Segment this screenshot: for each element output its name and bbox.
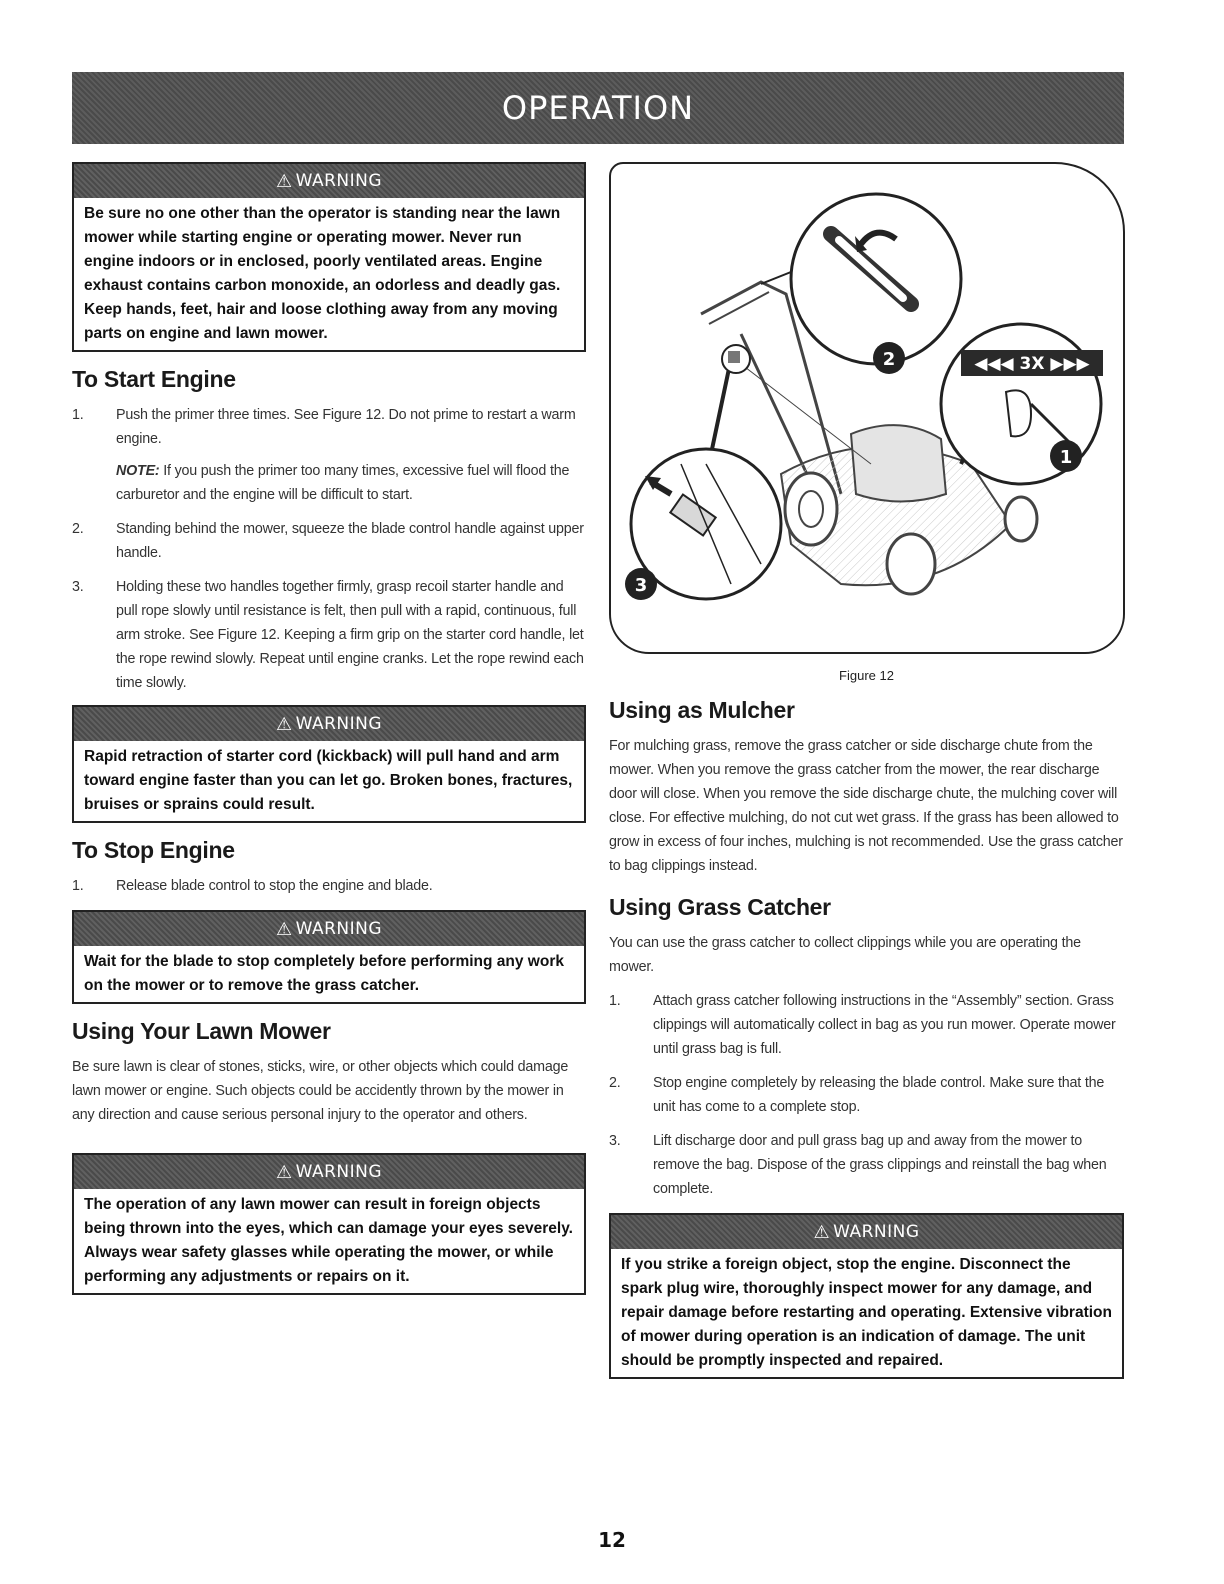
warning-box-operator [72, 162, 586, 352]
warning-box-blade [72, 910, 586, 1004]
callout-3: 3 [634, 575, 648, 596]
grass-catcher-intro: You can use the grass catcher to collect clippings while you are operating the mower. [609, 935, 1081, 975]
warning-triangle-icon: ⚠ [275, 170, 293, 192]
warning-text: If you strike a foreign object, stop the engine. Disconnect the spark plug wire, thoroughly inspect mower for any damage, and repair damage before restarting and operating. Extensive vibration of mower during operation is an indication of damage. The unit should be promptly inspected and repaired. [621, 1256, 1112, 1369]
list-item [72, 575, 586, 695]
right-column [609, 162, 1124, 1379]
step-text: Standing behind the mower, squeeze the blade control handle against upper handle. [116, 521, 584, 561]
start-engine-heading: To Start Engine [72, 366, 236, 392]
left-column [72, 162, 586, 1295]
warning-triangle-icon: ⚠ [275, 918, 293, 940]
step-text: Push the primer three times. See Figure 12. Do not prime to restart a warm engine. [116, 407, 576, 447]
mower-engine [851, 425, 946, 501]
warning-header [74, 912, 584, 946]
warning-text: Rapid retraction of starter cord (kickback) will pull hand and arm toward engine faster than you can let go. Broken bones, fractures, bruises or sprains could result. [84, 748, 573, 813]
list-item [609, 1071, 1124, 1119]
warning-triangle-icon: ⚠ [275, 1161, 293, 1183]
warning-header [74, 707, 584, 741]
note-text: If you push the primer too many times, excessive fuel will flood the carburetor and the engine will be difficult to start. [116, 463, 570, 503]
page-number: 12 [598, 1528, 626, 1552]
lawn-mower-diagram [611, 164, 1123, 652]
warning-header [74, 1155, 584, 1189]
warning-label: WARNING [295, 714, 383, 734]
mulcher-text: For mulching grass, remove the grass catcher or side discharge chute from the mower. When you remove the grass catcher from the mower, the rear discharge door will close. When you remove the side discharge chute, the mulching cover will close. For effective mulching, do not cut wet grass. If the grass has been allowed to grow in excess of four inches, mulching is not recommended. Use the grass catcher to bag clippings instead. [609, 738, 1123, 874]
list-item [609, 1129, 1124, 1201]
step-number: 1. [72, 878, 84, 894]
warning-header [74, 164, 584, 198]
start-engine-steps [72, 403, 586, 695]
callout-2: 2 [882, 349, 896, 370]
mulcher-heading: Using as Mulcher [609, 697, 795, 723]
warning-label: WARNING [833, 1222, 920, 1242]
section-title: OPERATION [501, 89, 695, 127]
primer-press-label: ◀◀◀ 3X ▶▶▶ [974, 354, 1090, 374]
grass-catcher-heading: Using Grass Catcher [609, 894, 831, 920]
using-mower-text: Be sure lawn is clear of stones, sticks, wire, or other objects which could damage lawn mower or engine. Such objects could be accidently thrown by the mower in any direction and cause serious personal injury to the operator and others. [72, 1059, 569, 1123]
step-number: 3. [72, 579, 84, 595]
warning-box-foreign-object [609, 1213, 1124, 1379]
wheel [1005, 497, 1037, 541]
warning-triangle-icon: ⚠ [813, 1221, 831, 1243]
warning-text: Wait for the blade to stop completely before performing any work on the mower or to remove the grass catcher. [84, 953, 564, 994]
warning-text: Be sure no one other than the operator is standing near the lawn mower while starting engine or operating mower. Never run engine indoors or in enclosed, poorly ventilated areas. Engine exhaust contains carbon monoxide, an odorless and deadly gas. Keep hands, feet, hair and loose clothing away from any moving parts on engine and lawn mower. [84, 205, 561, 342]
step-text: Release blade control to stop the engine and blade. [116, 878, 433, 894]
warning-label: WARNING [295, 1162, 383, 1182]
step-text: Lift discharge door and pull grass bag up and away from the mower to remove the bag. Dispose of the grass clippings and reinstall the bag when complete. [653, 1133, 1107, 1197]
stop-engine-heading: To Stop Engine [72, 837, 235, 863]
warning-label: WARNING [295, 919, 383, 939]
figure-12-illustration [609, 162, 1125, 654]
warning-text: The operation of any lawn mower can result in foreign objects being thrown into the eyes, which can damage your eyes severely. Always wear safety glasses while operating the mower, or while performing any adjustments or repairs on it. [84, 1196, 573, 1285]
step-number: 2. [609, 1075, 621, 1091]
list-item [72, 517, 586, 565]
step-number: 1. [609, 993, 621, 1009]
wheel [887, 534, 935, 594]
warning-label: WARNING [295, 171, 383, 191]
list-item [72, 403, 586, 507]
warning-box-kickback [72, 705, 586, 823]
warning-box-eyes [72, 1153, 586, 1295]
step-text: Stop engine completely by releasing the blade control. Make sure that the unit has come to a complete stop. [653, 1075, 1105, 1115]
note [116, 459, 586, 507]
list-item [72, 874, 586, 898]
warning-triangle-icon: ⚠ [275, 713, 293, 735]
using-mower-heading: Using Your Lawn Mower [72, 1018, 331, 1044]
figure-caption: Figure 12 [839, 668, 894, 683]
note-label: NOTE: [116, 463, 160, 479]
stop-engine-steps [72, 874, 586, 898]
wheel [785, 473, 837, 545]
grass-catcher-steps [609, 989, 1124, 1201]
list-item [609, 989, 1124, 1061]
callout-1: 1 [1059, 447, 1073, 468]
warning-header [611, 1215, 1122, 1249]
step-text: Holding these two handles together firmly, grasp recoil starter handle and pull rope slowly until resistance is felt, then pull with a rapid, continuous, full arm stroke. See Figure 12. Keeping a firm grip on the starter cord handle, let the rope rewind slowly. Repeat until engine cranks. Let the rope rewind each time slowly. [116, 579, 584, 691]
section-banner [72, 72, 1124, 144]
step-number: 3. [609, 1133, 621, 1149]
step-number: 1. [72, 407, 84, 423]
step-text: Attach grass catcher following instructions in the “Assembly” section. Grass clippings will automatically collect in bag as you run mower. Operate mower until grass bag is full. [653, 993, 1116, 1057]
step-number: 2. [72, 521, 84, 537]
